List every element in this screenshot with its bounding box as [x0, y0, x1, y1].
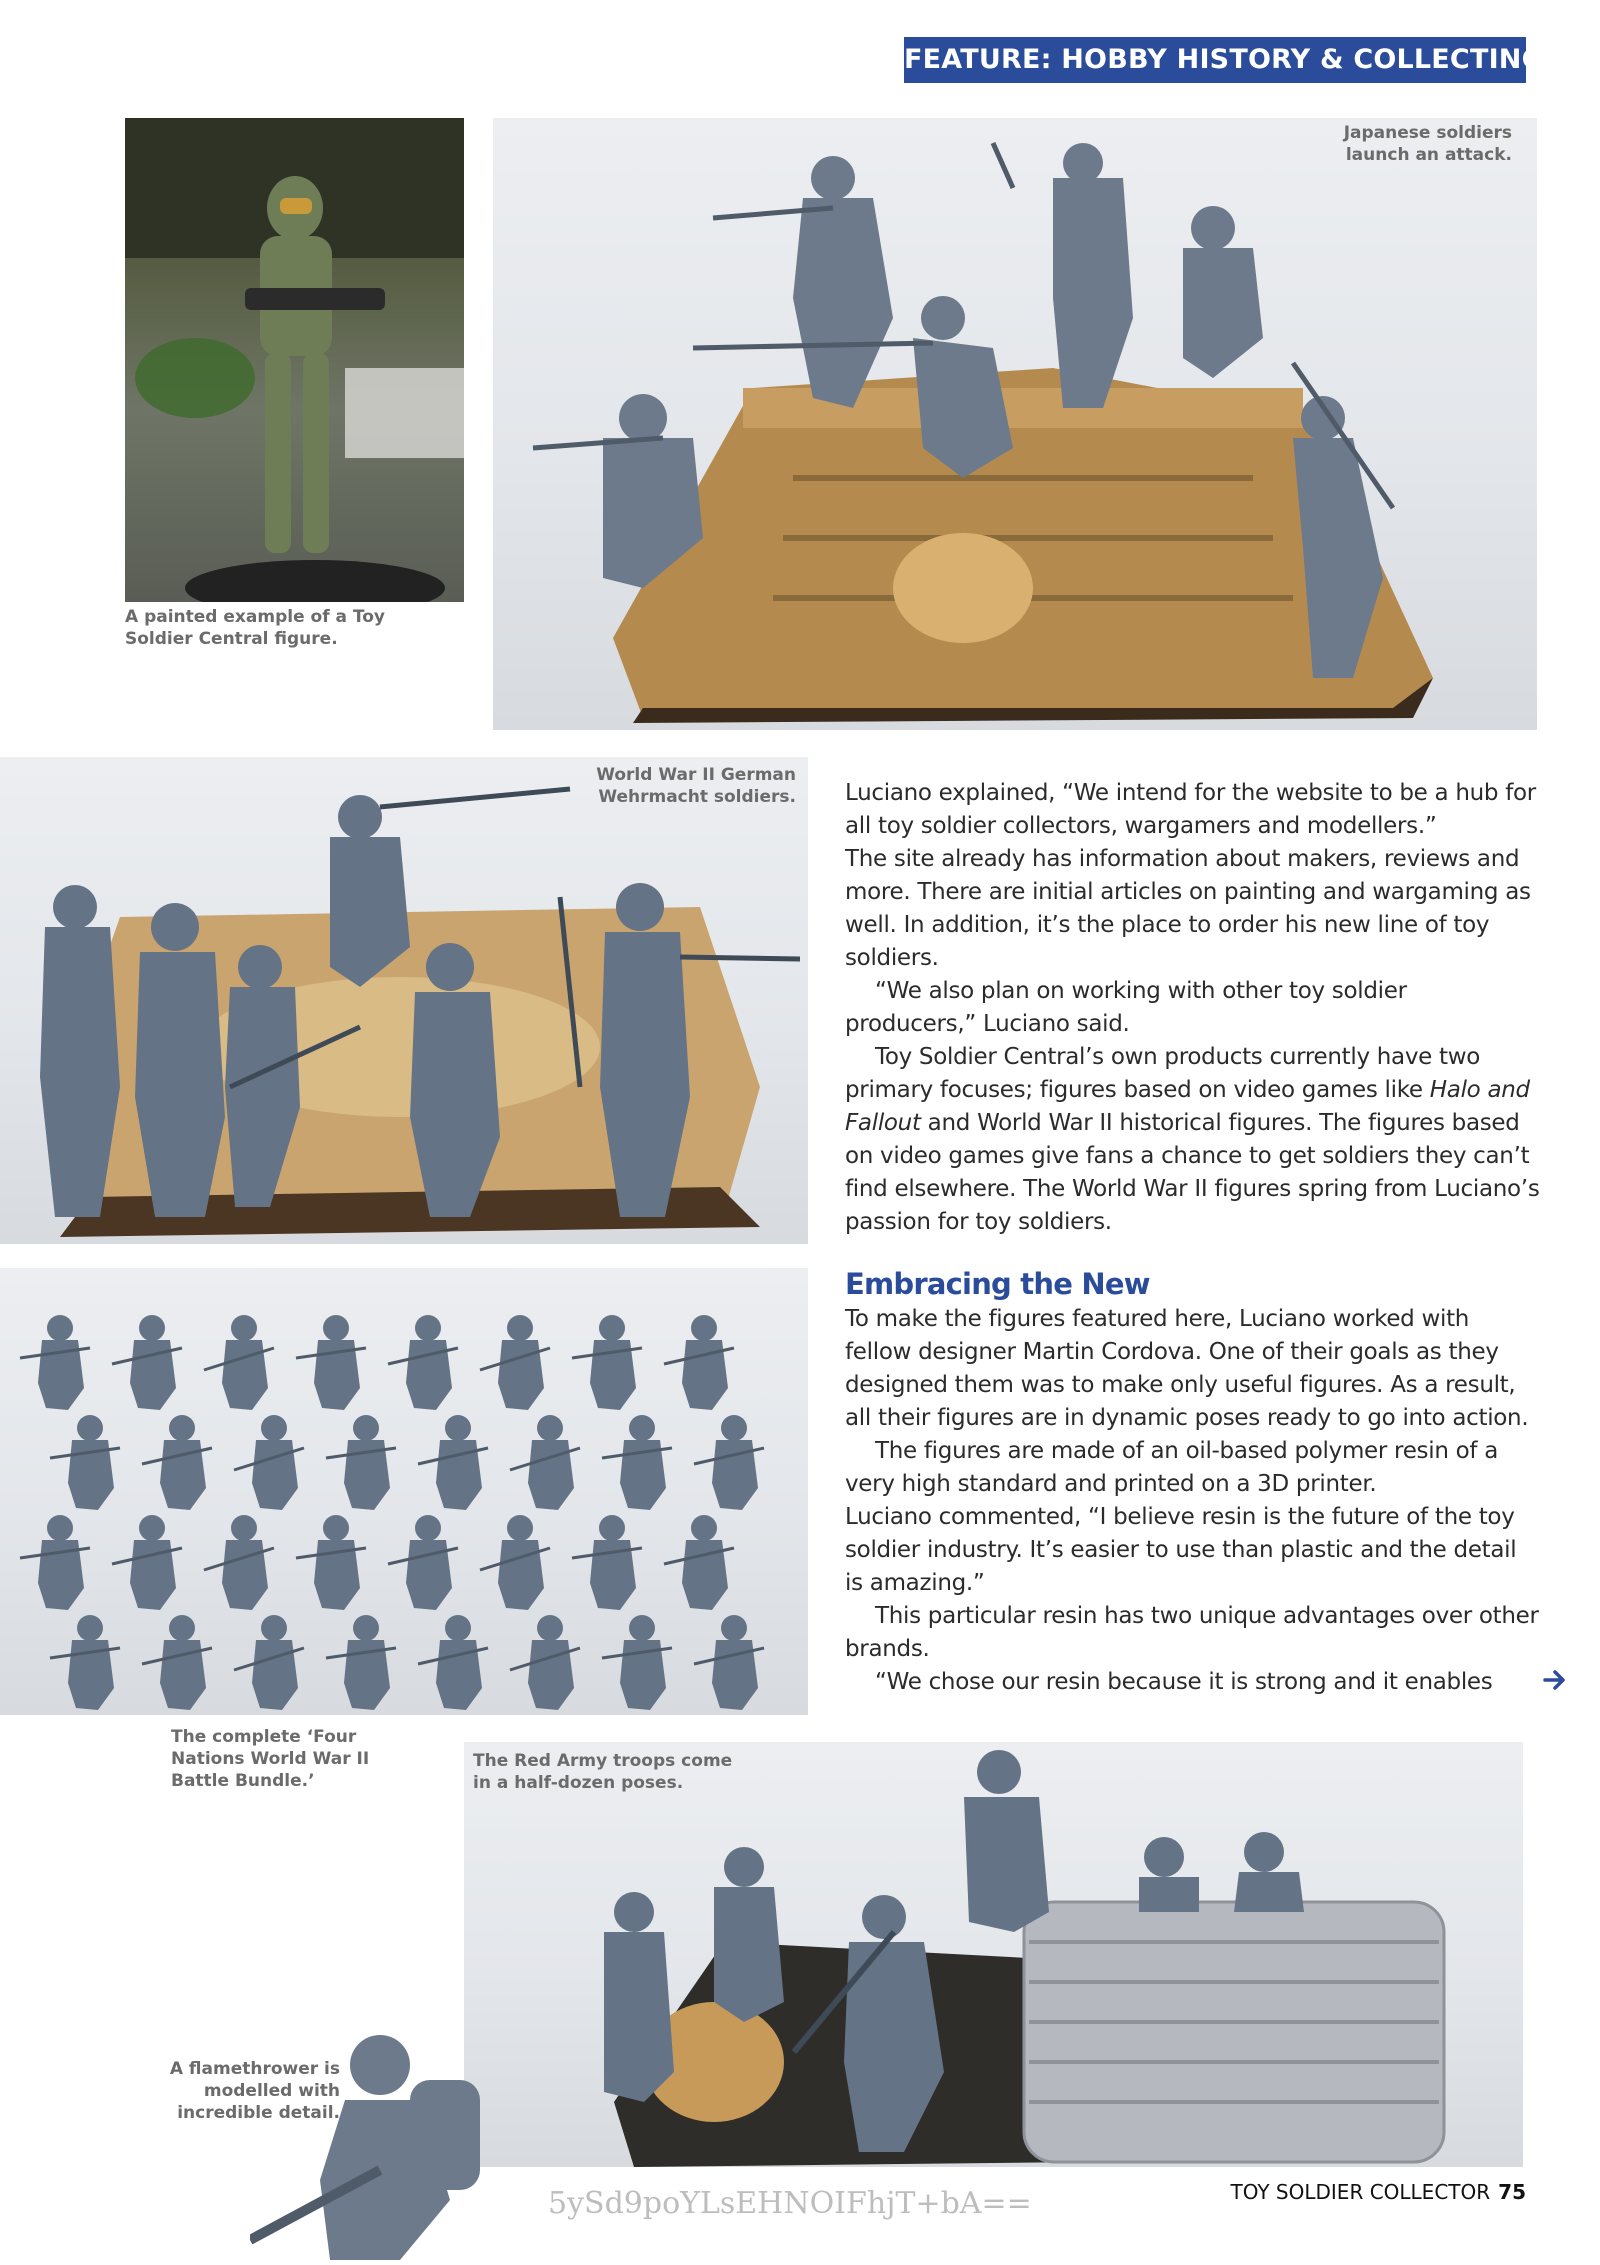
article-paragraph: This particular resin has two unique advantages over other brands. [845, 1603, 1539, 1662]
bundle-figure-head [415, 1515, 441, 1541]
article-body [845, 777, 1540, 1699]
photo-battle-bundle [0, 1268, 808, 1715]
photo-painted-figure [125, 118, 464, 602]
bundle-figure-head [139, 1515, 165, 1541]
article-paragraph: “We chose our resin because it is strong and it enables [875, 1669, 1493, 1695]
bundle-figure-head [415, 1315, 441, 1341]
bundle-figure-head [629, 1615, 655, 1641]
magazine-name: TOY SOLDIER COLLECTOR [1230, 2180, 1491, 2204]
bundle-figure-head [323, 1315, 349, 1341]
photo-red-army [464, 1742, 1523, 2167]
article-paragraph: “We also plan on working with other toy soldier producers,” Luciano said. [845, 978, 1407, 1037]
bundle-figure-head [721, 1415, 747, 1441]
photo-german-soldiers [0, 757, 808, 1244]
bundle-figure-head [77, 1615, 103, 1641]
bundle-figure-head [445, 1615, 471, 1641]
red-army-illustration [464, 1742, 1523, 2167]
page-footer [1180, 2180, 1526, 2204]
bundle-figure-head [231, 1515, 257, 1541]
feature-section-badge: FEATURE: HOBBY HISTORY & COLLECTING [904, 37, 1526, 83]
bundle-figure-head [231, 1315, 257, 1341]
bundle-figure-head [77, 1415, 103, 1441]
article-paragraph: The figures are made of an oil-based polymer resin of a very high standard and printed on a 3D printer. [845, 1438, 1498, 1497]
bundle-figure-head [47, 1315, 73, 1341]
painted-figure-illustration [125, 118, 464, 602]
bundle-figure-head [139, 1315, 165, 1341]
bundle-figure-head [537, 1415, 563, 1441]
article-paragraph: Luciano commented, “I believe resin is the future of the toy soldier industry. It’s easier to use than plastic and the detail is amazing.” [845, 1504, 1517, 1596]
caption-german-soldiers: World War II German Wehrmacht soldiers. [596, 765, 796, 807]
battle-bundle-illustration [0, 1268, 808, 1715]
photo-japanese-soldiers [493, 118, 1537, 730]
bundle-figure-head [353, 1415, 379, 1441]
bundle-figure-head [599, 1515, 625, 1541]
bundle-figure-head [323, 1515, 349, 1541]
article-text: and World War II historical figures. The figures based on video games give fans a chance to get soldiers they can’t find elsewhere. The World War II figures spring from Luciano’s passion for toy soldiers. [845, 1110, 1540, 1235]
bundle-figure-head [691, 1315, 717, 1341]
bundle-figure-head [507, 1515, 533, 1541]
japanese-soldiers-illustration [493, 118, 1537, 730]
article-text: Toy Soldier Central’s own products currently have two primary focuses; figures based on video games like [845, 1044, 1481, 1103]
article-paragraph-video-games [845, 1041, 1540, 1239]
arrow-right-icon [1543, 1667, 1569, 1693]
bundle-figure-head [169, 1415, 195, 1441]
section-heading: Embracing the New [845, 1267, 1150, 1301]
bundle-figure-head [47, 1515, 73, 1541]
bundle-figure-head [261, 1615, 287, 1641]
article-italic-titles: Halo and Fallout [845, 1077, 1530, 1136]
article-paragraph: The site already has information about makers, reviews and more. There are initial articles on painting and wargaming as well. In addition, it’s the place to order his new line of toy soldiers. [845, 846, 1531, 971]
bundle-figure-head [445, 1415, 471, 1441]
caption-painted-figure: A painted example of a Toy Soldier Central figure. [125, 607, 385, 649]
bundle-figure-head [691, 1515, 717, 1541]
caption-battle-bundle: The complete ‘Four Nations World War II Battle Bundle.’ [171, 1727, 370, 1791]
german-soldiers-illustration [0, 757, 808, 1244]
bundle-figure-head [537, 1615, 563, 1641]
bundle-figure-head [721, 1615, 747, 1641]
photo-flamethrower-figure [250, 2020, 570, 2265]
watermark: 5ySd9poYLsEHNOIFhjT+bA== [548, 2186, 1032, 2221]
bundle-figure-head [353, 1615, 379, 1641]
article-paragraph: To make the figures featured here, Luciano worked with fellow designer Martin Cordova. One of their goals as they designed them was to make only useful figures. As a result, all their figures are in dynamic poses ready to go into action. [845, 1306, 1529, 1431]
bundle-figure-head [629, 1415, 655, 1441]
bundle-figure-head [261, 1415, 287, 1441]
article-paragraph: Luciano explained, “We intend for the website to be a hub for all toy soldier collectors, wargamers and modellers.” [845, 780, 1536, 839]
caption-japanese-soldiers: Japanese soldiers launch an attack. [1343, 123, 1512, 165]
flamethrower-illustration [250, 2020, 570, 2265]
bundle-figure-head [169, 1615, 195, 1641]
page-number: 75 [1498, 2180, 1526, 2204]
bundle-figure-head [507, 1315, 533, 1341]
caption-flamethrower: A flamethrower is modelled with incredible detail. [169, 2059, 340, 2123]
bundle-figure-head [599, 1315, 625, 1341]
caption-red-army: The Red Army troops come in a half-dozen poses. [473, 1751, 733, 1793]
